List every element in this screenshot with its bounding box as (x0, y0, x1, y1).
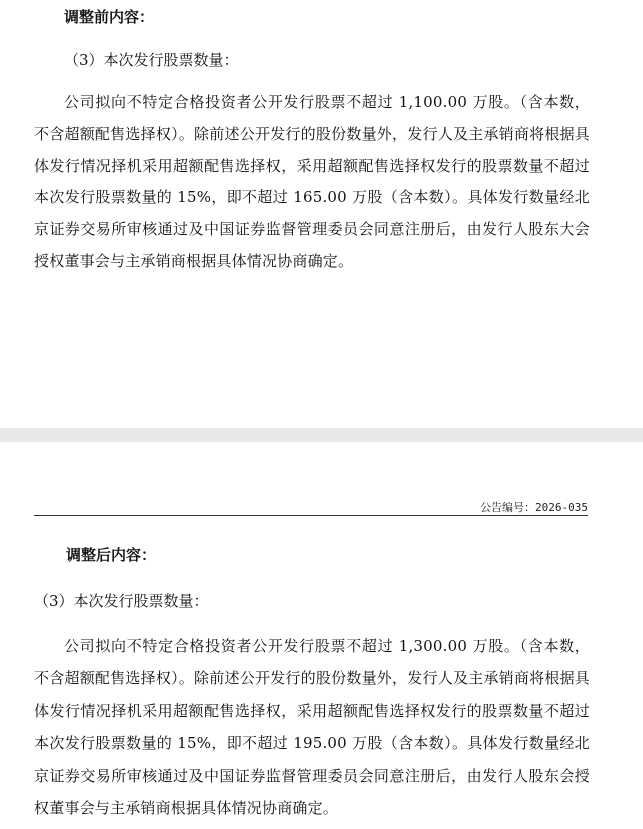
document-page-lower (0, 442, 643, 829)
before-paragraph: 公司拟向不特定合格投资者公开发行股票不超过 1,100.00 万股。（含本数，不含超额配售选择权）。除前述公开发行的股份数量外，发行人及主承销商将根据具体发行情况择机采用超额配售选择权，采用超额配售选择权发行的股票数量不超过本次发行股票数量的 15%，即不超过 165.00 万股（含本数）。具体发行数量经北京证券交易所审核通过及中国证券监督管理委员会同意注册后，由发行人股东大会授权董事会与主承销商根据具体情况协商确定。 (34, 93, 590, 270)
before-heading: 调整前内容： (64, 8, 155, 26)
page-separator (0, 428, 643, 442)
notice-number: 公告编号：2026-035 (480, 501, 588, 514)
before-item-title: （3）本次发行股票数量： (64, 51, 239, 69)
header-rule (34, 515, 588, 516)
after-item-title: （3）本次发行股票数量： (34, 592, 209, 610)
after-heading: 调整后内容： (66, 546, 157, 564)
after-paragraph: 公司拟向不特定合格投资者公开发行股票不超过 1,300.00 万股。（含本数，不含超额配售选择权）。除前述公开发行的股份数量外，发行人及主承销商将根据具体发行情况择机采用超额配售选择权，采用超额配售选择权发行的股票数量不超过本次发行股票数量的 15%，即不超过 195.00 万股（含本数）。具体发行数量经北京证券交易所审核通过及中国证券监督管理委员会同意注册后，由发行人股东会授权董事会与主承销商根据具体情况协商确定。 (34, 637, 590, 818)
